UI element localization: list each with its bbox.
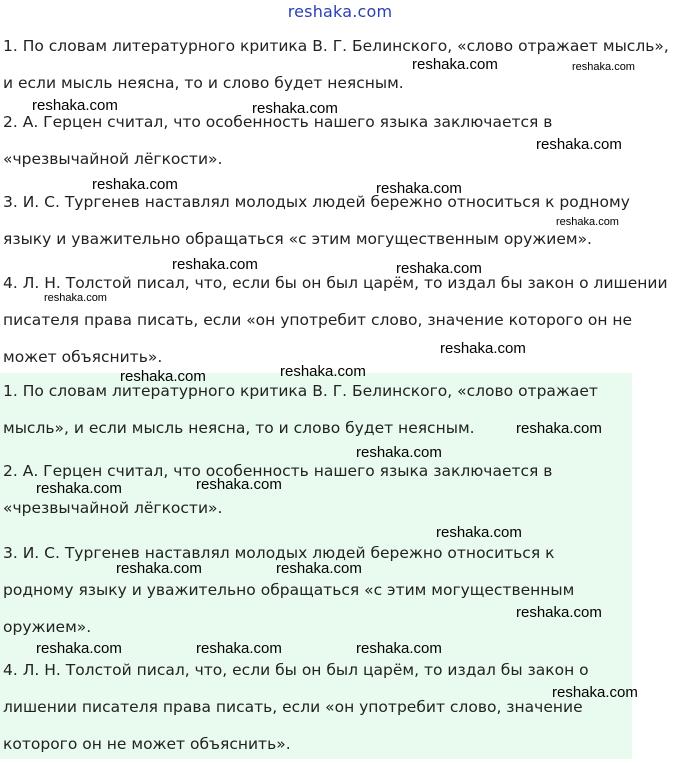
watermark: reshaka.com: [412, 56, 498, 73]
quote-line: 1. По словам литературного критика В. Г. Белинского, «слово отражает: [3, 382, 598, 400]
quote-item: [3, 652, 589, 763]
quote-line: может объяснить».: [3, 348, 163, 366]
watermark: reshaka.com: [36, 480, 122, 497]
watermark: reshaka.com: [572, 61, 635, 73]
watermark: reshaka.com: [356, 640, 442, 657]
watermark: reshaka.com: [36, 640, 122, 657]
quote-line: 2. А. Герцен считал, что особенность нашего языка заключается в: [3, 462, 553, 480]
quote-item: [3, 28, 669, 102]
watermark: reshaka.com: [536, 136, 622, 153]
quote-line: лишении писателя права писать, если «он употребит слово, значение: [3, 698, 583, 716]
watermark: reshaka.com: [376, 180, 462, 197]
watermark: reshaka.com: [280, 363, 366, 380]
watermark: reshaka.com: [276, 560, 362, 577]
quote-line: писателя права писать, если «он употребит слово, значение которого он не: [3, 311, 633, 329]
quote-item: [3, 265, 668, 376]
quote-line: 4. Л. Н. Толстой писал, что, если бы он был царём, то издал бы закон о: [3, 661, 589, 679]
quote-line: оружием».: [3, 618, 92, 636]
quote-line: 2. А. Герцен считал, что особенность нашего языка заключается в: [3, 113, 553, 131]
watermark: reshaka.com: [196, 476, 282, 493]
watermark: reshaka.com: [120, 368, 206, 385]
watermark: reshaka.com: [516, 604, 602, 621]
quote-line: 3. И. С. Тургенев наставлял молодых людей бережно относиться к: [3, 544, 555, 562]
watermark: reshaka.com: [516, 420, 602, 437]
watermark: reshaka.com: [552, 684, 638, 701]
watermark: reshaka.com: [172, 256, 258, 273]
quote-line: которого он не может объяснить».: [3, 735, 291, 753]
watermark: reshaka.com: [396, 260, 482, 277]
watermark: reshaka.com: [440, 340, 526, 357]
watermark: reshaka.com: [252, 100, 338, 117]
quote-line: «чрезвычайной лёгкости».: [3, 150, 223, 168]
site-title[interactable]: reshaka.com: [287, 2, 393, 21]
quote-line: мысль», и если мысль неясна, то и слово будет неясным.: [3, 419, 475, 437]
quote-item: [3, 535, 574, 646]
quote-line: 1. По словам литературного критика В. Г. Белинского, «слово отражает мысль»,: [3, 37, 669, 55]
watermark: reshaka.com: [44, 292, 107, 304]
quote-item: [3, 184, 630, 258]
quote-line: и если мысль неясна, то и слово будет неясным.: [3, 74, 404, 92]
quote-line: языку и уважительно обращаться «с этим могущественным оружием».: [3, 230, 592, 248]
watermark: reshaka.com: [436, 524, 522, 541]
quote-line: родному языку и уважительно обращаться «с этим могущественным: [3, 581, 575, 599]
watermark: reshaka.com: [92, 176, 178, 193]
watermark: reshaka.com: [116, 560, 202, 577]
quote-line: 3. И. С. Тургенев наставлял молодых людей бережно относиться к родному: [3, 193, 630, 211]
watermark: reshaka.com: [556, 216, 619, 228]
quote-item: [3, 373, 598, 447]
watermark: reshaka.com: [356, 444, 442, 461]
quote-line: «чрезвычайной лёгкости».: [3, 499, 223, 517]
watermark: reshaka.com: [196, 640, 282, 657]
watermark: reshaka.com: [32, 97, 118, 114]
quote-line: 4. Л. Н. Толстой писал, что, если бы он был царём, то издал бы закон о лишении: [3, 274, 668, 292]
